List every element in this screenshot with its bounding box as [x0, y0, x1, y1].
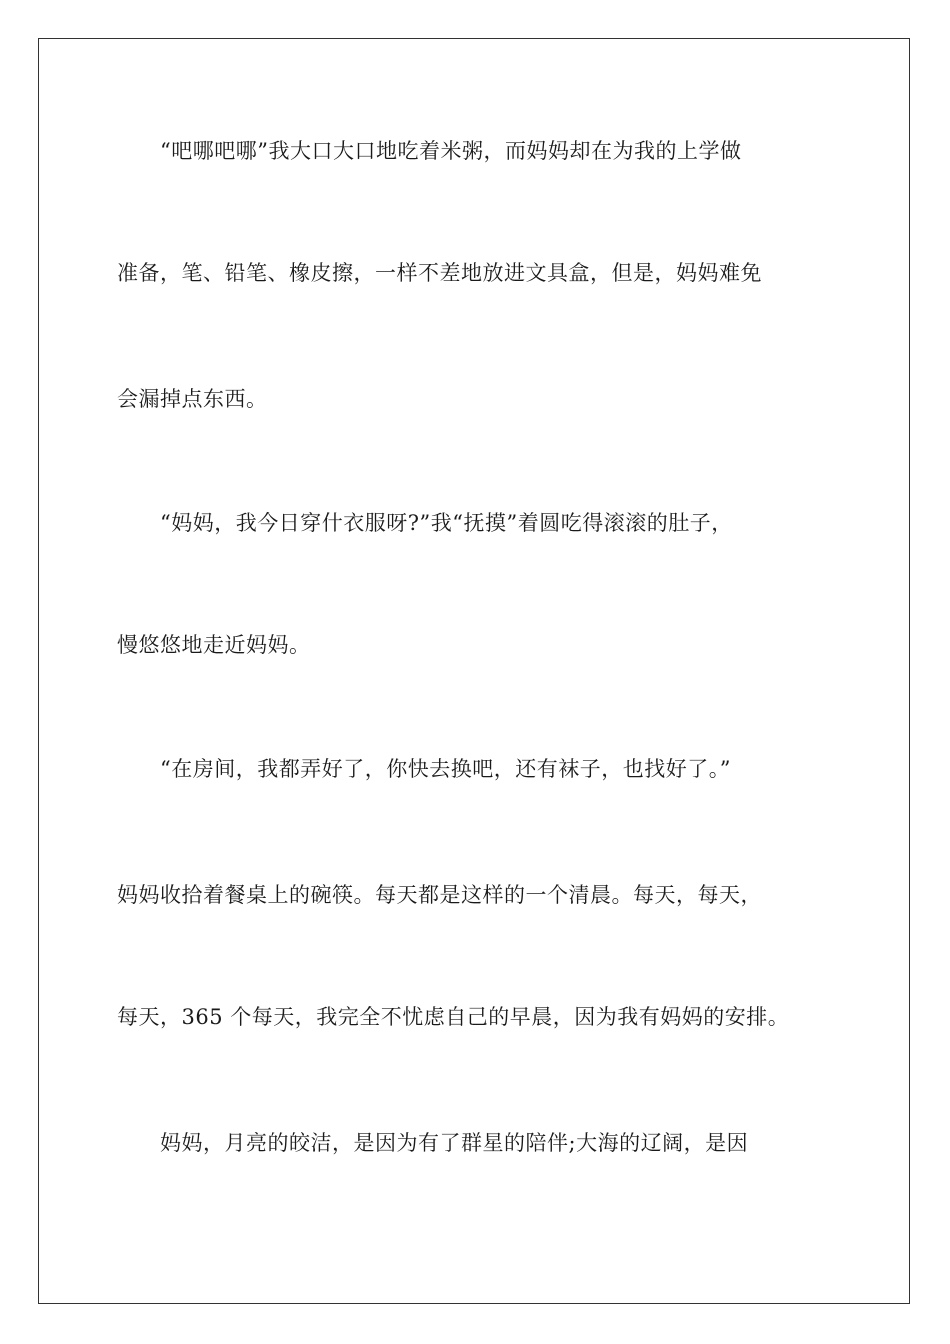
text-line-2: 准备，笔、铅笔、橡皮擦，一样不差地放进文具盒，但是，妈妈难免 — [117, 261, 762, 285]
text-line-3: 会漏掉点东西。 — [117, 387, 268, 411]
text-line-9: 妈妈，月亮的皎洁，是因为有了群星的陪伴;大海的辽阔，是因 — [117, 1131, 749, 1155]
text-line-8: 每天，365 个每天，我完全不忧虑自己的早晨，因为我有妈妈的安排。 — [117, 1005, 790, 1029]
text-line-4: “妈妈，我今日穿什衣服呀?”我“抚摸”着圆吃得滚滚的肚子， — [117, 511, 733, 535]
text-line-7: 妈妈收拾着餐桌上的碗筷。每天都是这样的一个清晨。每天，每天， — [117, 883, 762, 907]
page-border — [38, 38, 910, 1304]
text-line-5: 慢悠悠地走近妈妈。 — [117, 633, 311, 657]
text-line-6: “在房间，我都弄好了，你快去换吧，还有袜子，也找好了。” — [117, 757, 731, 781]
text-line-1: “吧哪吧哪”我大口大口地吃着米粥，而妈妈却在为我的上学做 — [117, 139, 742, 163]
